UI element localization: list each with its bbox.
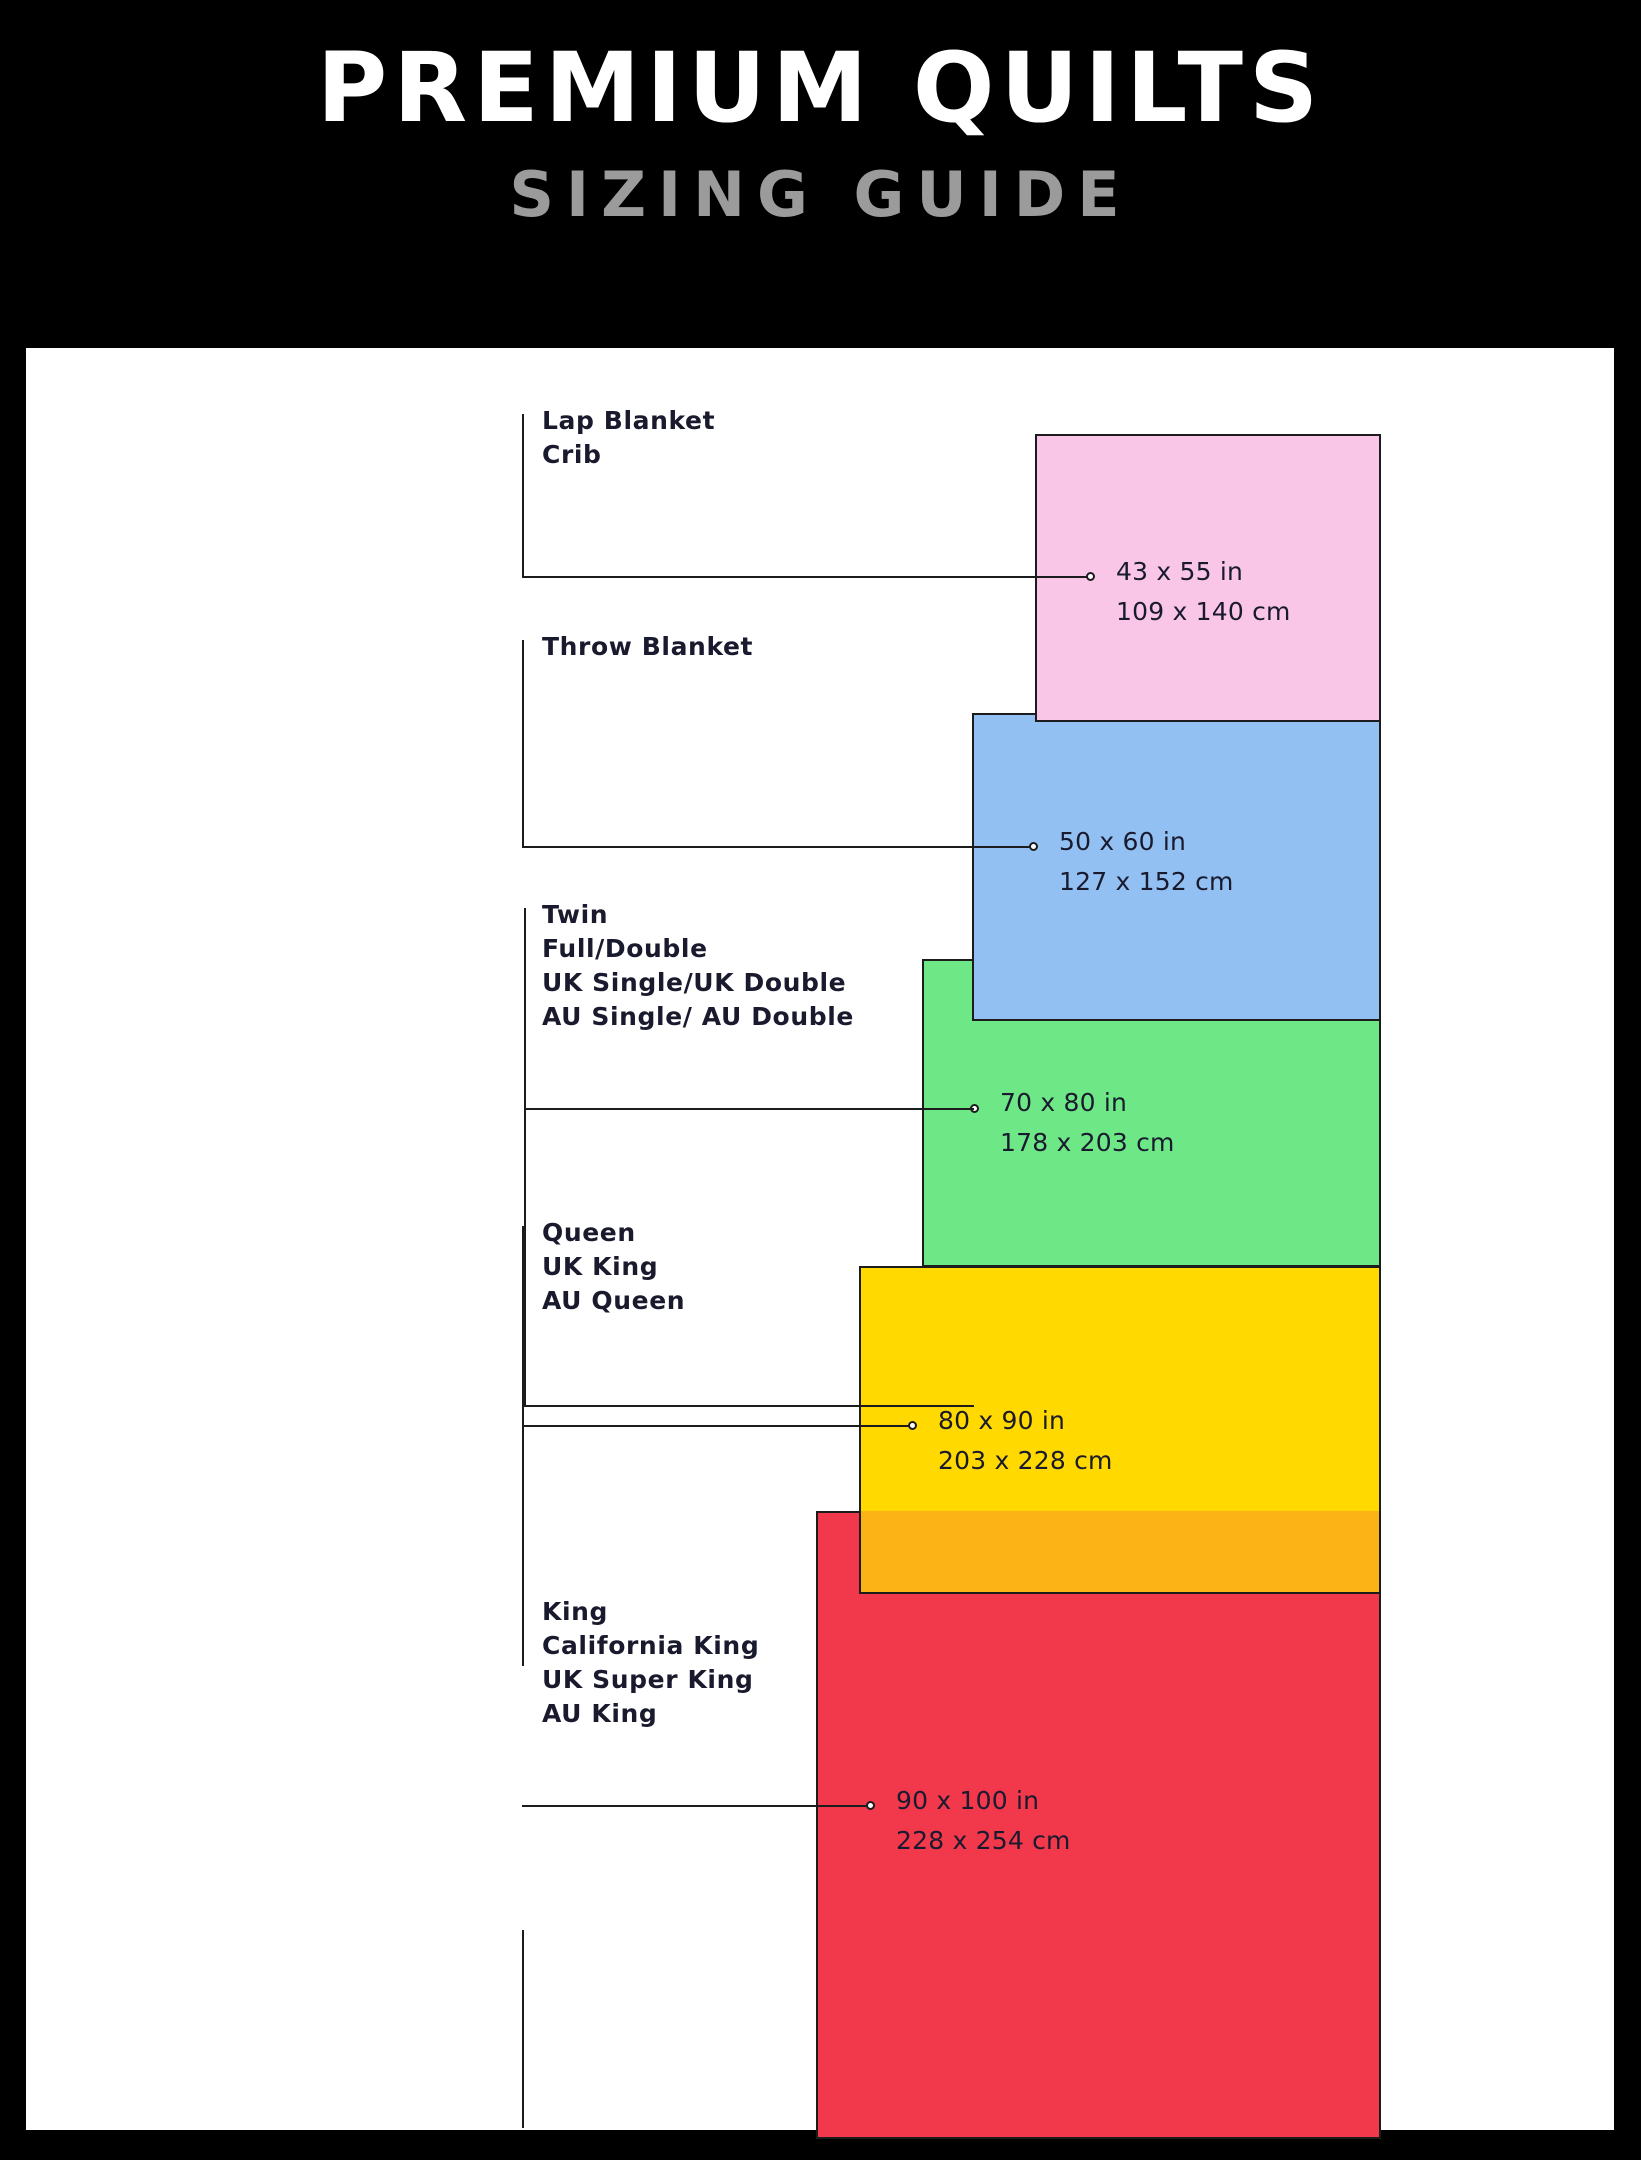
- leader-vline-queen: [522, 1226, 524, 1666]
- size-dims-throw-inches: 50 x 60 in: [1059, 827, 1187, 856]
- size-label-queen-line2: UK King: [542, 1252, 659, 1281]
- size-label-king-line4: AU King: [542, 1699, 658, 1728]
- size-dims-king-inches: 90 x 100 in: [896, 1786, 1040, 1815]
- leader-dot-king: [866, 1801, 875, 1810]
- size-label-twin-line1: Twin: [542, 900, 609, 929]
- size-label-throw-line1: Throw Blanket: [542, 632, 754, 661]
- size-dims-king-cm: 228 x 254 cm: [896, 1826, 1071, 1855]
- size-dims-twin-inches: 70 x 80 in: [1000, 1088, 1128, 1117]
- leader-hline-king: [522, 1805, 870, 1807]
- leader-hline-twin: [524, 1405, 974, 1407]
- leader-vline-throw: [522, 640, 524, 846]
- leader-vline-lap: [522, 414, 524, 576]
- size-label-lap-crib: [542, 404, 715, 472]
- size-dims-throw: [1059, 822, 1234, 902]
- size-dims-twin: [1000, 1083, 1175, 1163]
- leader-dot-lap: [1086, 572, 1095, 581]
- size-dims-twin-cm: 178 x 203 cm: [1000, 1128, 1175, 1157]
- size-dims-lap-crib: [1116, 552, 1291, 632]
- leader-vline-king: [522, 1930, 524, 2128]
- size-label-king-line2: California King: [542, 1631, 760, 1660]
- size-label-king-line3: UK Super King: [542, 1665, 754, 1694]
- leader-vline-twin: [524, 908, 526, 1405]
- size-label-lap-line2: Crib: [542, 440, 602, 469]
- size-label-king-line1: King: [542, 1597, 609, 1626]
- leader-hline-throw: [522, 846, 1033, 848]
- size-dims-king: [896, 1781, 1071, 1861]
- size-label-queen-line3: AU Queen: [542, 1286, 686, 1315]
- size-dims-queen-inches: 80 x 90 in: [938, 1406, 1066, 1435]
- size-label-king: [542, 1595, 759, 1731]
- size-label-twin-line4: AU Single/ AU Double: [542, 1002, 854, 1031]
- size-label-queen-line1: Queen: [542, 1218, 636, 1247]
- size-label-twin: [542, 898, 854, 1034]
- chart-canvas: [26, 348, 1614, 2130]
- size-label-twin-line3: UK Single/UK Double: [542, 968, 847, 997]
- size-label-queen: [542, 1216, 685, 1318]
- size-rect-queen-overlap: [859, 1511, 1381, 1594]
- size-label-lap-line1: Lap Blanket: [542, 406, 716, 435]
- size-label-twin-line2: Full/Double: [542, 934, 708, 963]
- size-dims-throw-cm: 127 x 152 cm: [1059, 867, 1234, 896]
- size-dims-queen-cm: 203 x 228 cm: [938, 1446, 1113, 1475]
- leader-dot-throw: [1029, 842, 1038, 851]
- leader-hline-queen: [522, 1425, 912, 1427]
- size-dims-queen: [938, 1401, 1113, 1481]
- poster-header: [0, 0, 1641, 330]
- size-dims-lap-inches: 43 x 55 in: [1116, 557, 1244, 586]
- leader-dot-queen: [908, 1421, 917, 1430]
- leader-hline-twin-short: [524, 1108, 974, 1110]
- size-comparison-diagram: [26, 348, 1614, 2130]
- size-label-throw: [542, 630, 753, 664]
- leader-hline-lap: [522, 576, 1090, 578]
- page-subtitle: SIZING GUIDE: [509, 158, 1132, 231]
- page-title: PREMIUM QUILTS: [316, 32, 1325, 144]
- size-dims-lap-cm: 109 x 140 cm: [1116, 597, 1291, 626]
